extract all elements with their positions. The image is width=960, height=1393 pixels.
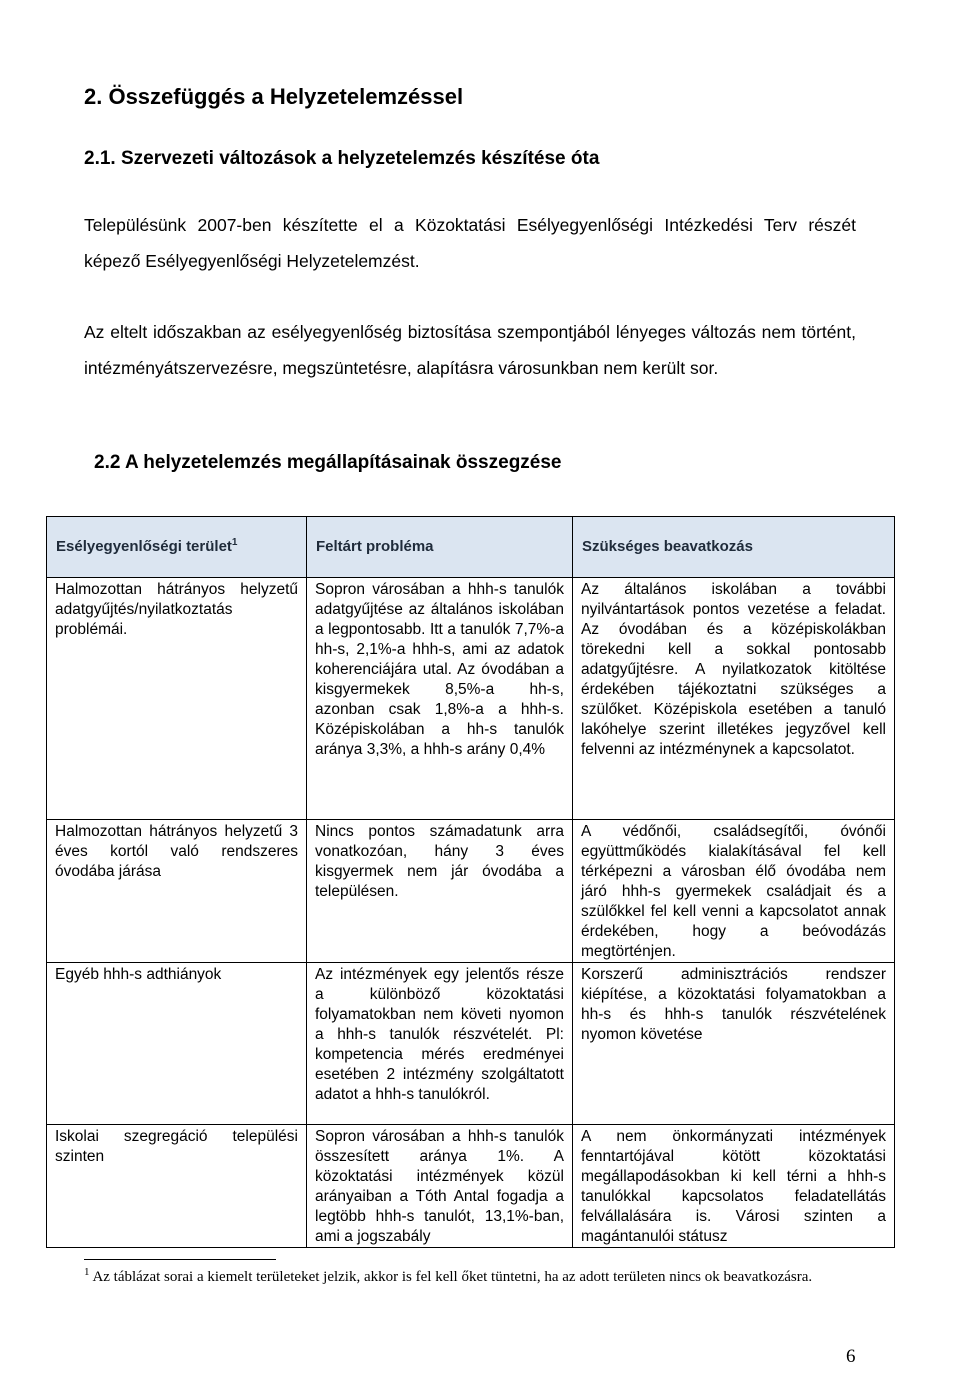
summary-table [46,516,895,1248]
cell-area-text: Iskolai szegregáció települési szinten [55,1128,298,1165]
footnote-separator [84,1259,276,1260]
paragraph-2: Az eltelt időszakban az esélyegyenlőség biztosítása szempontjából lényeges változás nem történt, intézményátszervezésre, megszüntetésre, alapításra városunkban nem került sor. [84,322,856,378]
section-heading: 2. Összefüggés a Helyzetelemzéssel [84,84,464,109]
cell-problem-text: Sopron városában a hhh-s tanulók összesített aránya 1%. A közoktatási intézmények közül arányaiban a Tóth Antal fogadja a legtöbb hhh-s tanulót, 13,1%-ban, ami a jogszabály [315,1128,564,1245]
footnote-text: Az táblázat sorai a kiemelt területeket jelzik, akkor is fel kell őket tüntetni, ha az adott területen nincs ok beavatkozásra. [92,1269,813,1285]
table-row [47,1125,895,1248]
subsection-heading-2-1: 2.1. Szervezeti változások a helyzetelemzés készítése óta [84,148,600,169]
header-problem: Feltárt probléma [307,517,573,578]
table-row [47,820,895,963]
paragraph-1: Településünk 2007-ben készítette el a Közoktatási Esélyegyenlőségi Intézkedési Terv részét képező Esélyegyenlőségi Helyzetelemzést. [84,215,856,271]
table-row [47,578,895,820]
cell-action [573,1125,895,1248]
cell-area: Halmozottan hátrányos helyzetű 3 éves kortól való rendszeres óvodába járása [47,820,307,963]
footnote-marker: 1 [84,1266,90,1278]
footnote [84,1266,844,1288]
cell-problem: Nincs pontos számadatunk arra vonatkozóan, hány 3 éves kisgyermek nem jár óvodába a településen. [307,820,573,963]
subsection-heading-2-2: 2.2 A helyzetelemzés megállapításainak összegzése [94,452,562,473]
cell-action-text: A nem önkormányzati intézmények fenntartójával kötött közoktatási megállapodásokban ki kell térni a hhh-s tanulókkal kapcsolatos feladatellátás felvállalására is. Városi szinten a magántanulói státusz [581,1128,886,1245]
cell-problem: Sopron városában a hhh-s tanulók adatgyűjtése az általános iskolában a legpontosabb. Itt a tanulók 7,7%-a hh-s, 2,1%-a hhh-s, ami az adatok koherenciájára utal. Az óvodában a kisgyermekek 8,5%-a hh-s, azonban csak 1,8%-a a hhh-s. Középiskolában a hh-s tanulók aránya 3,3%, a hhh-s arány 0,4% [307,578,573,820]
header-area-label: Esélyegyenlőségi terület [56,538,232,555]
cell-action: Az általános iskolában a további nyilvántartások pontos vezetése a feladat. Az óvodában és a középiskolákban törekedni kell a sokkal pontosabb adatgyűjtésre. A nyilatkozatok kitöltése érdekében tájékoztatni szükséges a szülőket. Középiskola esetében a tanuló lakóhelye szerint illetékes jegyzővel kell felvenni az intézménynek a kapcsolatot. [573,578,895,820]
cell-action: A védőnői, családsegítői, óvónői együttműködés kialakításával fel kell térképezni a városban élő óvodába nem járó hhh-s gyermekek családjait és a szülőkkel fel kell venni a kapcsolatot annak érdekében, hogy a beóvodázás megtörténjen. [573,820,895,963]
cell-action: Korszerű adminisztrációs rendszer kiépítése, a közoktatási folyamatokban a hh-s és hhh-s tanulók részvételének nyomon követése [573,963,895,1125]
cell-problem [307,1125,573,1248]
cell-area [47,1125,307,1248]
table-row [47,963,895,1125]
table-header-row [47,517,895,578]
page-number: 6 [846,1346,856,1367]
header-action: Szükséges beavatkozás [573,517,895,578]
footnote-ref: 1 [231,537,238,548]
cell-problem: Az intézmények egy jelentős része a különböző közoktatási folyamatokban nem követi nyomon a hhh-s tanulók részvételét. Pl: kompetencia mérés eredményei esetében 2 intézmény szolgáltatott adatot a hhh-s tanulókról. [307,963,573,1125]
cell-area: Egyéb hhh-s adthiányok [47,963,307,1125]
cell-area: Halmozottan hátrányos helyzetű adatgyűjtés/nyilatkoztatás problémái. [47,578,307,820]
header-area [47,517,307,578]
